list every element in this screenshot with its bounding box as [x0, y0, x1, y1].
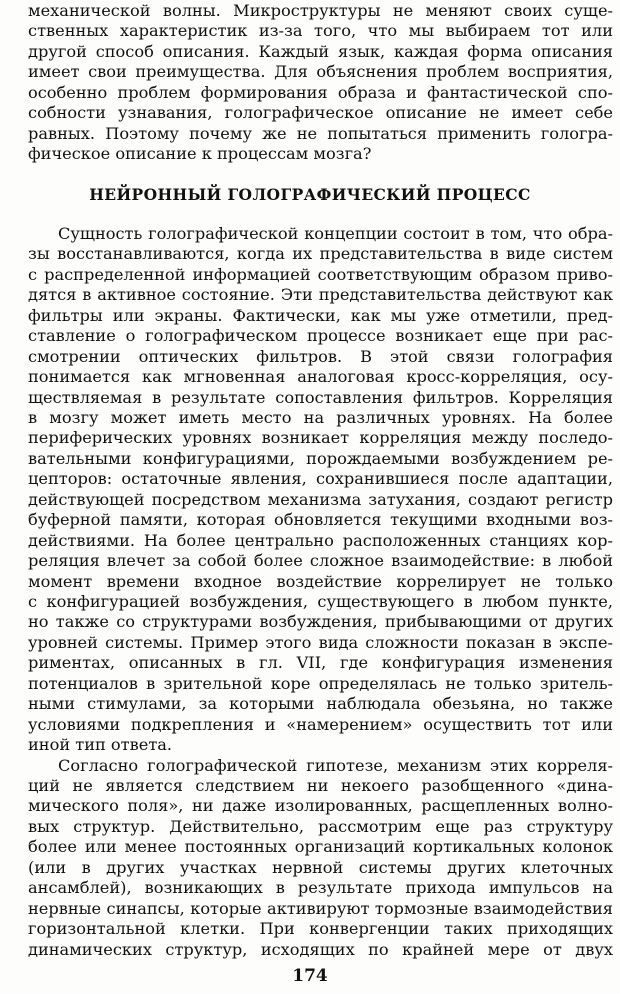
text-line: уровней системы. Пример этого вида сложности показан в экспе-	[28, 632, 613, 652]
text-line: равных. Поэтому почему же не попытаться применить гологра-	[28, 123, 613, 143]
text-line: с распределенной информацией соответствующим образом приво-	[28, 264, 613, 284]
text-line: динамических структур, исходящих по крайней мере от двух	[28, 939, 613, 959]
text-line: условиями подкрепления и «намерением» осуществить тот или	[28, 714, 613, 734]
text-line: вательными конфигурациями, порождаемыми возбуждением ре-	[28, 448, 613, 468]
text-line: ставление о голографическом процессе возникает еще при рас-	[28, 326, 613, 346]
text-line: особенно проблем формирования образа и фантастической спо-	[28, 82, 613, 102]
text-line: более или менее постоянных организаций кортикальных колонок	[28, 837, 613, 857]
text-line: понимается как мгновенная аналоговая кросс-корреляция, осу-	[28, 367, 613, 386]
text-line: фическое описание к процессам мозга?	[28, 144, 372, 164]
text-line: ансамблей), возникающих в результате прихода импульсов на	[28, 878, 613, 898]
text-line: действующей посредством механизма затухания, создают регистр	[28, 489, 613, 509]
text-line: действиями. На более центрально расположенных станциях кор-	[28, 530, 613, 550]
text-line: потенциалов в зрительной коре определялась не только зритель-	[28, 673, 613, 693]
text-line: другой способ описания. Каждый язык, каждая форма описания	[28, 41, 613, 61]
text-line: ций не является следствием ни некоего разобщенного «дина-	[28, 776, 613, 795]
text-line: ществляемая в результате сопоставления фильтров. Корреляция	[28, 387, 613, 407]
text-line: имеет свои преимущества. Для объяснения проблем восприятия,	[28, 62, 613, 82]
text-line: с конфигурацией возбуждения, существующего в любом пункте,	[28, 591, 613, 611]
text-line: но также со структурами возбуждения, прибывающими от других	[28, 612, 613, 632]
text-line: ными стимулами, за которыми наблюдала обезьяна, но также	[28, 694, 613, 714]
text-line: буферной памяти, которая обновляется текущими входными воз-	[28, 510, 613, 530]
text-line: периферических уровнях возникает корреляция между последо-	[28, 428, 613, 448]
text-line: механической волны. Микроструктуры не меняют своих суще-	[28, 1, 613, 20]
text-line: Сущность голографической концепции состоит в том, что обра-	[58, 223, 613, 243]
text-line: нервные синапсы, которые активируют тормозные взаимодействия	[28, 898, 613, 918]
text-line: смотрении оптических фильтров. В этой связи голография	[28, 346, 613, 366]
text-line: мического поля», ни даже изолированных, расщепленных волно-	[28, 796, 613, 816]
text-line: дятся в активное состояние. Эти представительства действуют как	[28, 285, 613, 305]
page-number: 174	[292, 966, 328, 986]
text-line: в мозгу может иметь место на различных уровнях. На более	[28, 407, 613, 427]
text-line: горизонтальной клетки. При конвергенции таких приходящих	[28, 919, 613, 939]
text-line: ственных характеристик из-за того, что мы выбираем тот или	[28, 21, 613, 41]
text-line: (или в других участках нервной системы других клеточных	[28, 857, 613, 877]
text-line: собности узнавания, голографическое описание не имеет себе	[28, 103, 613, 123]
text-line: риментах, описанных в гл. VII, где конфигурация изменения	[28, 653, 613, 673]
text-line: реляция влечет за собой более сложное взаимодействие: в любой	[28, 551, 613, 570]
section-title: НЕЙРОННЫЙ ГОЛОГРАФИЧЕСКИЙ ПРОЦЕСС	[89, 185, 531, 204]
text-line: вых структур. Действительно, рассмотрим еще раз структуру	[28, 816, 613, 836]
text-line: иной тип ответа.	[28, 735, 173, 755]
text-line: зы восстанавливаются, когда их представительства в виде систем	[28, 244, 613, 264]
text-line: цепторов: остаточные явления, сохранившиеся после адаптации,	[28, 469, 613, 489]
text-line: момент времени входное воздействие коррелирует не только	[28, 571, 613, 591]
text-line: Согласно голографической гипотезе, механизм этих корреля-	[58, 755, 613, 775]
text-line: фильтры или экраны. Фактически, как мы уже отметили, пред-	[28, 305, 613, 325]
